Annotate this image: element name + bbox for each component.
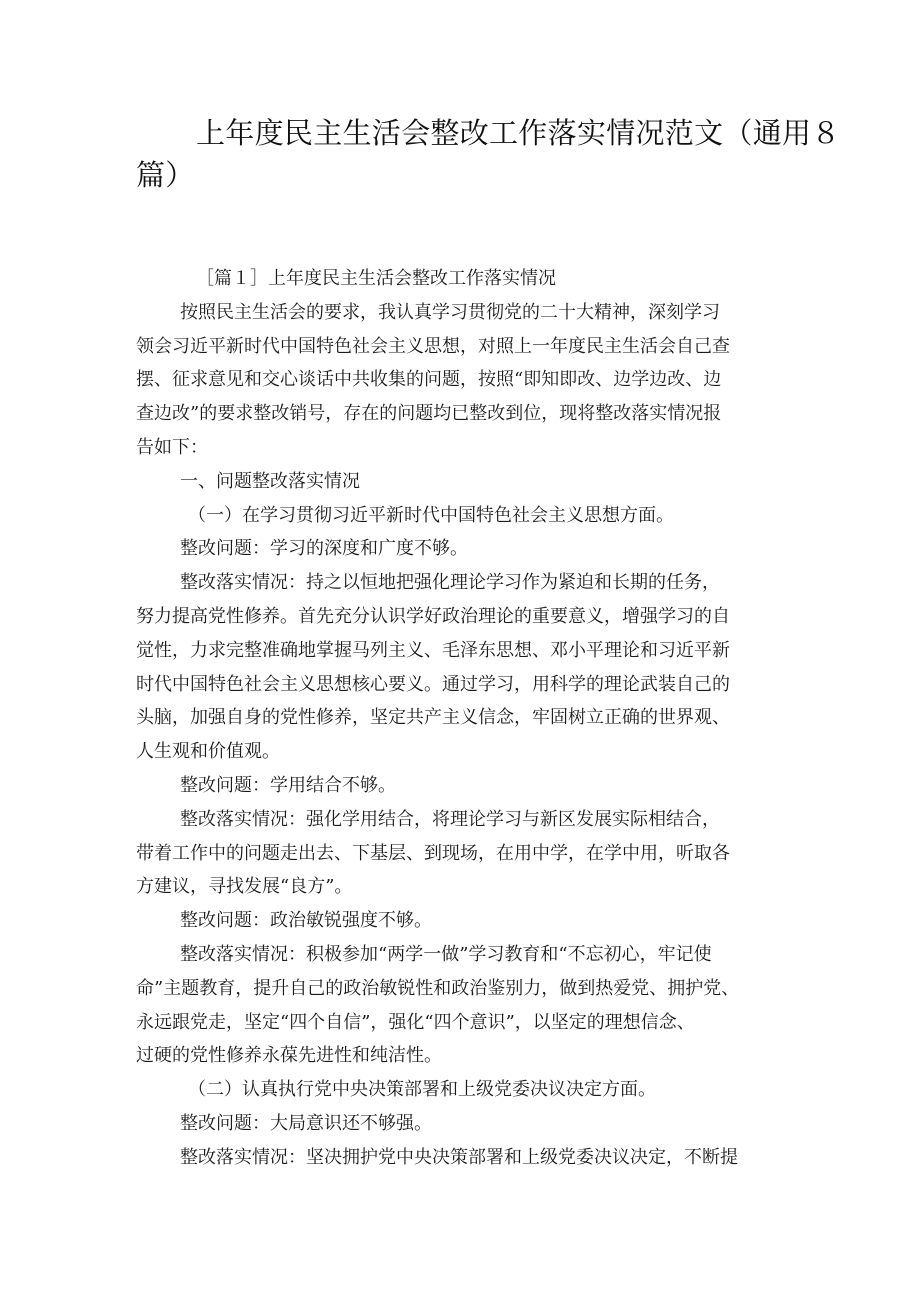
paragraph-line: 摆、征求意见和交心谈话中共收集的问题，按照“即知即改、边学边改、边 (136, 369, 722, 391)
paragraph-line: 时代中国特色社会主义思想核心要义。通过学习，用科学的理论武装自己的 (136, 673, 730, 695)
title-line-1: 上年度民主生活会整改工作落实情况范文（通用８ (196, 116, 841, 150)
paragraph-line: 查边改”的要求整改销号，存在的问题均已整改到位，现将整改落实情况报 (136, 403, 722, 425)
paragraph-line: 过硬的党性修养永葆先进性和纯洁性。 (136, 1045, 442, 1067)
paragraph-line: 觉性，力求完整准确地掌握马列主义、毛泽东思想、邓小平理论和习近平新 (136, 639, 730, 661)
subheading: （一）在学习贯彻习近平新时代中国特色社会主义思想方面。 (188, 504, 674, 526)
section-heading: ［篇１］上年度民主生活会整改工作落实情况 (196, 268, 556, 289)
paragraph-line: 整改落实情况：强化学用结合，将理论学习与新区发展实际相结合， (180, 808, 720, 830)
paragraph-line: 方建议，寻找发展“良方”。 (136, 876, 353, 898)
paragraph-line: 整改问题：大局意识还不够强。 (180, 1112, 432, 1134)
paragraph-line: 永远跟党走，坚定“四个自信”，强化“四个意识”，以坚定的理想信念、 (136, 1011, 695, 1033)
paragraph-line: 领会习近平新时代中国特色社会主义思想，对照上一年度民主生活会自己查 (136, 335, 730, 357)
subheading: 一、问题整改落实情况 (180, 470, 360, 492)
paragraph-line: 带着工作中的问题走出去、下基层、到现场，在用中学，在学中用，听取各 (136, 842, 730, 864)
paragraph-line: 按照民主生活会的要求，我认真学习贯彻党的二十大精神，深刻学习 (180, 301, 720, 323)
paragraph-line: 告如下： (136, 436, 208, 458)
title-line-2: 篇） (136, 158, 195, 192)
subheading: （二）认真执行党中央决策部署和上级党委决议决定方面。 (188, 1079, 656, 1101)
document-body (136, 262, 796, 1175)
paragraph-line: 整改落实情况：持之以恒地把强化理论学习作为紧迫和长期的任务， (180, 572, 720, 594)
paragraph-line: 人生观和价值观。 (136, 741, 280, 763)
paragraph-line: 努力提高党性修养。首先充分认识学好政治理论的重要意义，增强学习的自 (136, 605, 730, 627)
paragraph-line: 整改问题：学习的深度和广度不够。 (180, 538, 468, 560)
paragraph-line: 命”主题教育，提升自己的政治敏锐性和政治鉴别力，做到热爱党、拥护党、 (136, 977, 740, 999)
document-title (136, 112, 841, 196)
paragraph-line: 头脑，加强自身的党性修养，坚定共产主义信念，牢固树立正确的世界观、 (136, 707, 730, 729)
paragraph-line: 整改问题：政治敏锐强度不够。 (180, 910, 432, 932)
paragraph-line: 整改问题：学用结合不够。 (180, 774, 396, 796)
paragraph-line: 整改落实情况：积极参加“两学一做”学习教育和“不忘初心，牢记使 (180, 943, 712, 965)
paragraph-line: 整改落实情况：坚决拥护党中央决策部署和上级党委决议决定，不断提 (180, 1146, 738, 1168)
